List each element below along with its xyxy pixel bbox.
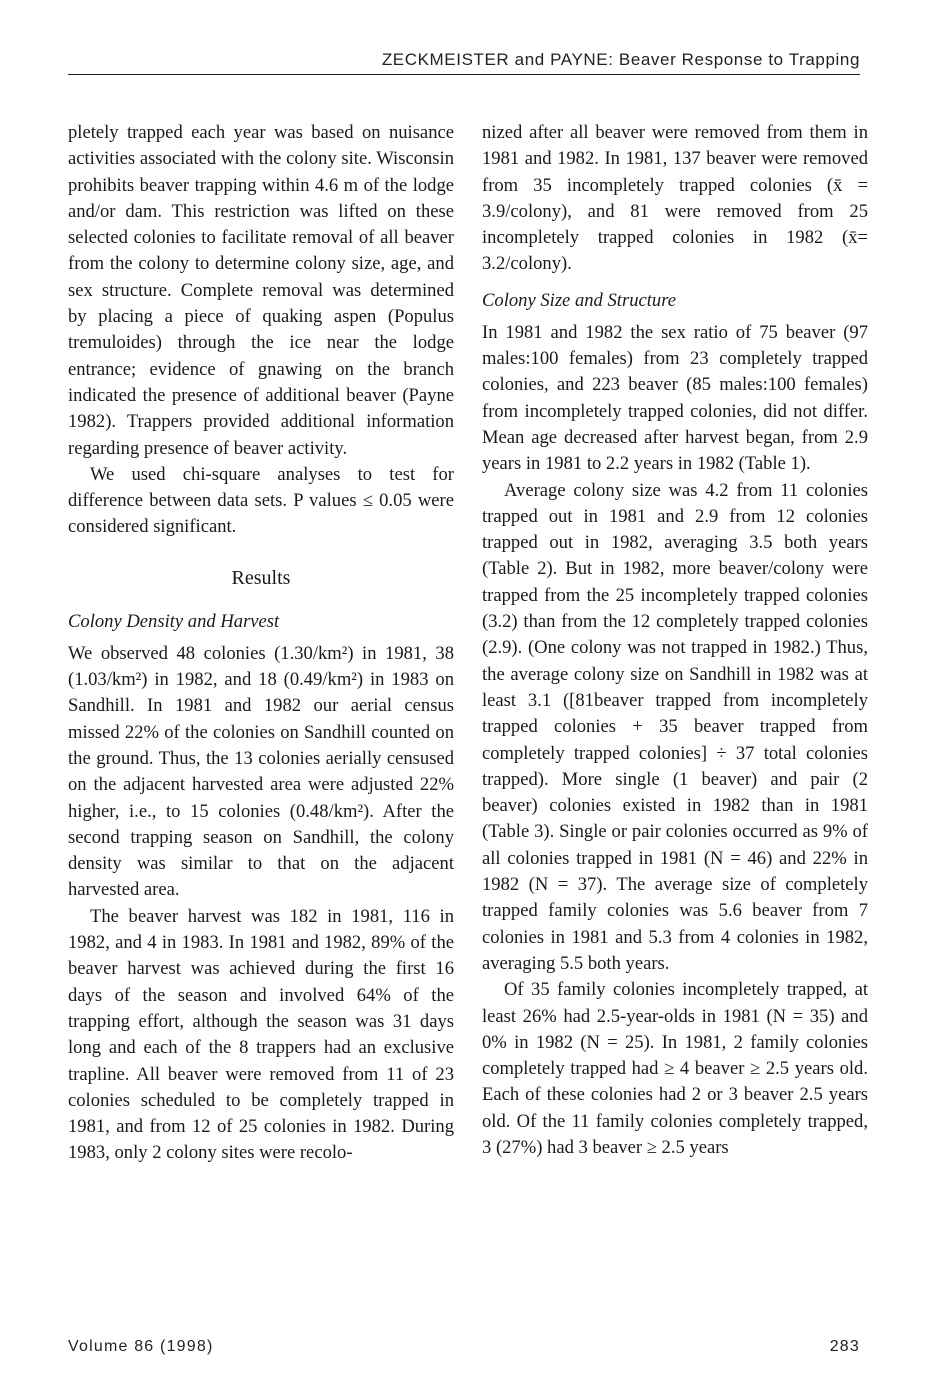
right-column (482, 120, 868, 1161)
colony-density-heading: Colony Density and Harvest (68, 610, 280, 632)
paragraph-statistics: We used chi-square analyses to test for difference between data sets. P values ≤ 0.05 were considered significant. (68, 463, 454, 538)
volume-label: Volume 86 (1998) (68, 1338, 214, 1355)
paragraph-colony-size: Average colony size was 4.2 from 11 colonies trapped out in 1981 and 2.9 from 12 colonies trapped out in 1982, averaging 3.5 both years (Table 2). But in 1982, more beaver/colony were trapped from the 25 incompletely trapped colonies (3.2) than from the 12 completely trapped colonies (2.9). (One colony was not trapped in 1982.) Thus, the average colony size on Sandhill in 1982 was at least 3.1 ([81beaver trapped from incompletely trapped colonies + 35 beaver trapped from completely trapped colonies] ÷ 37 total colonies trapped). More single (1 beaver) and pair (2 beaver) colonies existed in 1982 than in 1981 (Table 3). Single or pair colonies occurred as 9% of all colonies trapped in 1981 (N = 46) and 22% in 1982 (N = 37). The average size of completely trapped family colonies was 5.6 beaver from 7 colonies in 1981 and 5.3 from 4 colonies in 1982, averaging 5.5 both years. (482, 479, 868, 974)
page-number: 283 (829, 1338, 860, 1355)
paragraph-methods-continued: pletely trapped each year was based on nuisance activities associated with the colony site. Wisconsin prohibits beaver trapping within 4.6 m of the lodge and/or dam. This restriction was lifted on these selected colonies to facilitate removal of all beaver from the colony to determine colony size, age, and sex structure. Complete removal was determined by placing a piece of quaking aspen (Populus tremuloides) through the ice near the lodge entrance; evidence of gnawing on the branch indicated the presence of additional beaver (Payne 1982). Trappers provided additional information regarding presence of beaver activity. (68, 122, 454, 459)
paragraph-recolonized: nized after all beaver were removed from them in 1981 and 1982. In 1981, 137 beaver were removed from 35 incompletely trapped colonies (x̄ = 3.9/colony), and 81 were removed from 25 incompletely trapped colonies in 1982 (x̄= 3.2/colony). (482, 122, 868, 275)
results-heading: Results (231, 566, 291, 589)
paragraph-colony-density: We observed 48 colonies (1.30/km²) in 1981, 38 (1.03/km²) in 1982, and 18 (0.49/km²) in 1983 on Sandhill. In 1981 and 1982 our aerial census missed 22% of the colonies on Sandhill counted on the ground. Thus, the 13 colonies aerially censused on the adjacent harvested area were adjusted 22% higher, i.e., to 15 colonies (0.48/km²). After the second trapping season on Sandhill, the colony density was similar to that on the adjacent harvested area. (68, 642, 454, 901)
running-head: ZECKMEISTER and PAYNE: Beaver Response to Trapping (68, 50, 860, 75)
left-column (68, 120, 454, 1167)
paragraph-family-colonies: Of 35 family colonies incompletely trapped, at least 26% had 2.5-year-olds in 1981 (N = 35) and 0% in 1982 (N = 25). In 1981, 2 family colonies completely trapped had ≥ 4 beaver ≥ 2.5 years old. Each of these colonies had 2 or 3 beaver 2.5 years old. Of the 11 family colonies completely trapped, 3 (27%) had 3 beaver ≥ 2.5 years (482, 979, 868, 1158)
paragraph-sex-ratio: In 1981 and 1982 the sex ratio of 75 beaver (97 males:100 females) from 23 completely trapped colonies, and 223 beaver (85 males:100 females) from incompletely trapped colonies, did not differ. Mean age decreased after harvest began, from 2.9 years in 1981 to 2.2 years in 1982 (Table 1). (482, 321, 868, 475)
colony-structure-heading: Colony Size and Structure (482, 289, 677, 311)
paragraph-beaver-harvest: The beaver harvest was 182 in 1981, 116 in 1982, and 4 in 1983. In 1981 and 1982, 89% of the beaver harvest was achieved during the first 16 days of the season and involved 64% of the trapping effort, although the season was 31 days long and each of the 8 trappers had an exclusive trapline. All beaver were removed from 11 of 23 colonies scheduled to be completely trapped in 1981, and from 12 of 25 colonies in 1982. During 1983, only 2 colony sites were recolo- (68, 905, 454, 1164)
